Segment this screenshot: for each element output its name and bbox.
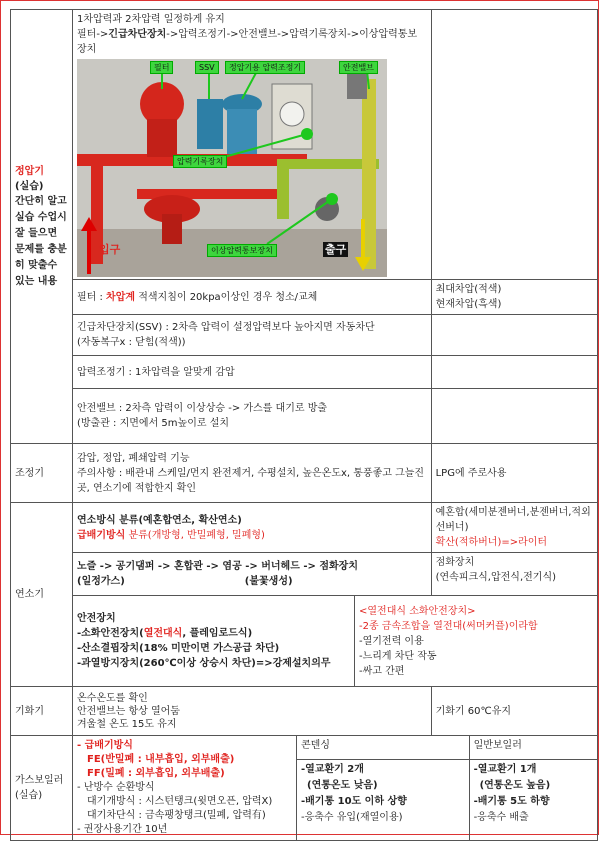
boiler-content-cell	[73, 736, 598, 841]
vaporizer-text-3: 겨울철 온도 15도 유지	[77, 718, 177, 730]
filter-row	[11, 280, 598, 315]
ssv-row	[11, 315, 598, 356]
regulator-note-side-empty	[431, 356, 597, 389]
ssv-note-1: 긴급차단장치(SSV) : 2차측 압력이 설정압력보다 높아지면 자동차단	[77, 322, 375, 333]
safety-valve-cell	[73, 389, 432, 444]
regulator-overview-cell	[73, 10, 432, 280]
boiler-cond-title: 콘덴싱	[297, 736, 470, 759]
burner-label: 연소기	[11, 503, 73, 687]
filter-note-red: 차압계	[106, 291, 136, 303]
burner-flow-cell	[73, 553, 432, 596]
boiler-gen-body	[469, 759, 597, 840]
boiler-gen-1: -열교환기 1개	[473, 763, 537, 775]
boiler-label: 가스보일러	[15, 775, 64, 786]
burner-safety-1-suffix: , 플레임로드식)	[182, 628, 253, 639]
boiler-l4: - 난방수 순환방식	[77, 782, 155, 793]
photo-label-recorder: 압력기록장치	[173, 155, 227, 168]
governor-row	[11, 444, 598, 503]
regulator-line1: 1차압력과 2차압력 일정하게 유지	[77, 14, 225, 25]
burner-flow-row	[11, 553, 598, 596]
boiler-gen-3: -배기통 5도 하향	[473, 795, 550, 807]
photo-label-alarm: 이상압력통보장치	[207, 244, 277, 257]
boiler-l3: FF(밀폐 : 외부흡입, 외부배출)	[87, 768, 225, 779]
burner-flow-notes	[77, 574, 427, 589]
filter-note-cell	[73, 280, 432, 315]
burner-tc-title: <열전대식 소화안전장치>	[359, 605, 476, 617]
boiler-label-cell	[11, 736, 73, 841]
governor-label: 조정기	[11, 444, 73, 503]
boiler-cond-1: -열교환기 2개	[301, 763, 364, 775]
boiler-cond-2: (연통온도 낮음)	[307, 779, 378, 791]
regulator-line2-prefix: 필터->	[77, 29, 109, 40]
regulator-note-row	[11, 356, 598, 389]
burner-tc-right	[355, 596, 598, 686]
burner-safety-inner	[73, 596, 597, 686]
vaporizer-text-1: 온수온도를 확인	[77, 692, 148, 704]
governor-text-2: 주의사항 : 배관내 스케일/먼지 완전제거, 수평설치, 높은온도x, 통풍좋고 그늘진곳, 연소기에 적합한지 확인	[77, 467, 425, 494]
safety-note-2: (방출관 : 지면에서 5m높이로 설치	[77, 418, 230, 429]
photo-label-inlet: 입구	[99, 243, 121, 256]
boiler-label-sub: (실습)	[15, 790, 43, 801]
governor-text-1: 감압, 정압, 폐쇄압력 기능	[77, 452, 190, 464]
filter-note-prefix: 필터 :	[77, 291, 107, 303]
regulator-photo	[77, 59, 387, 277]
burner-method-side-1: 예혼합(세미분젠버너,분젠버너,적외선버너)	[435, 507, 591, 533]
boiler-l7: - 권장사용기간 10년	[77, 824, 168, 835]
boiler-gen-2: (연통온도 높음)	[479, 779, 551, 791]
ssv-note-cell	[73, 315, 432, 356]
boiler-left	[73, 736, 297, 840]
boiler-gen-title: 일반보일러	[469, 736, 597, 759]
regulator-label: 정압기	[15, 165, 44, 177]
regulator-line2-suffix: ->압력조정기->안전밸브->압력기록장치->이상압력통보장치	[77, 29, 418, 55]
burner-safety-2: -산소결핍장치(18% 미만이면 가스공급 차단)	[77, 643, 280, 654]
burner-method-row	[11, 503, 598, 553]
filter-side-current: 현재차압(흑색)	[435, 299, 502, 310]
burner-tc-4: -싸고 간편	[359, 665, 405, 677]
safety-side-empty	[431, 389, 597, 444]
filter-note-suffix: 적색지침이 20kpa이상인 경우 청소/교체	[135, 291, 318, 303]
vaporizer-text-cell	[73, 687, 432, 736]
burner-safety-1	[77, 626, 350, 641]
burner-safety-cell	[73, 596, 598, 687]
burner-tc-2: -열기전력 이용	[359, 635, 424, 647]
boiler-cond-4: -응축수 유입(재열이용)	[301, 811, 403, 823]
filter-side-max: 최대차압(적색)	[435, 284, 502, 295]
burner-safety-3: -과열방지장치(260℃이상 상승시 차단)=>강제설치의무	[77, 658, 331, 669]
boiler-l6: 대기차단식 : 금속팽창탱크(밀폐, 압력有)	[87, 810, 266, 821]
regulator-label-cell	[11, 10, 73, 444]
burner-flow-b: (불꽃생성)	[244, 576, 293, 587]
study-notes-table	[10, 9, 598, 841]
boiler-inner	[73, 736, 597, 840]
photo-label-filter: 필터	[150, 61, 173, 74]
boiler-row	[11, 736, 598, 841]
governor-text-cell	[73, 444, 432, 503]
burner-method-side	[431, 503, 597, 553]
burner-method-2	[77, 528, 427, 543]
regulator-note-cell: 압력조정기 : 1차압력을 알맞게 감압	[73, 356, 432, 389]
regulator-side-empty	[431, 10, 597, 280]
photo-label-ssv: SSV	[195, 61, 219, 74]
boiler-l1: - 급배기방식	[77, 740, 133, 751]
ssv-note-2: (자동복구x : 닫힘(적색))	[77, 337, 186, 348]
burner-flow-a: (일정가스)	[77, 576, 125, 587]
burner-safety-row	[11, 596, 598, 687]
boiler-gen-4: -응축수 배출	[473, 811, 529, 823]
vaporizer-side: 기화기 60℃유지	[431, 687, 597, 736]
burner-flow: 노즐 -> 공기댐퍼 -> 혼합관 -> 염공 -> 버너헤드 -> 점화장치	[77, 561, 359, 572]
burner-tc-3: -느리게 차단 작동	[359, 650, 437, 662]
regulator-header-row	[11, 10, 598, 280]
burner-method-2-rest: 분류(개방형, 반밀폐형, 밀폐형)	[125, 529, 265, 541]
ssv-side-empty	[431, 315, 597, 356]
vaporizer-text-2: 안전밸브는 항상 열어둠	[77, 705, 180, 717]
photo-label-safety-valve: 안전밸브	[339, 61, 378, 74]
burner-ignite-side	[431, 553, 597, 596]
burner-tc-1: -2종 금속조합을 열전대(써머커플)이라함	[359, 620, 538, 632]
burner-method-1: 연소방식 분류(예혼합연소, 확산연소)	[77, 514, 242, 526]
burner-safety-title: 안전장치	[77, 613, 116, 624]
burner-ignite-1: 점화장치	[435, 557, 475, 568]
safety-note-1: 안전밸브 : 2차측 압력이 이상상승 -> 가스를 대기로 방출	[77, 403, 328, 414]
burner-method-2-red: 급배기방식	[77, 529, 126, 541]
boiler-l2: FE(반밀폐 : 내부흡입, 외부배출)	[87, 754, 235, 765]
boiler-cond-3: -배기통 10도 이하 상향	[301, 795, 407, 807]
burner-method-cell	[73, 503, 432, 553]
regulator-line2-bold: 긴급차단장치	[108, 29, 167, 40]
regulator-label-sub: (실습)	[15, 180, 44, 192]
burner-safety-1-prefix: -소화안전장치(	[77, 628, 144, 639]
safety-valve-row	[11, 389, 598, 444]
burner-safety-left	[73, 596, 355, 686]
photo-label-outlet: 출구	[325, 243, 347, 256]
regulator-label-note: 간단히 알고 실습 수업시 잘 들으면 문제를 충분히 맞출수 있는 내용	[15, 195, 67, 287]
vaporizer-row	[11, 687, 598, 736]
governor-side: LPG에 주로사용	[431, 444, 597, 503]
filter-side-cell	[431, 280, 597, 315]
burner-safety-1-red: 열전대식	[143, 628, 183, 639]
photo-label-regulator: 정압기용 압력조정기	[225, 61, 305, 74]
burner-ignite-2: (연속피크식,압전식,전기식)	[435, 572, 557, 583]
boiler-l5: 대기개방식 : 시스턴탱크(윗면오픈, 압력X)	[87, 796, 273, 807]
vaporizer-label: 기화기	[11, 687, 73, 736]
burner-method-side-2: 확산(적하버너)=>라이터	[435, 537, 548, 548]
regulator-line2	[77, 27, 427, 57]
boiler-cond-body	[297, 759, 470, 840]
